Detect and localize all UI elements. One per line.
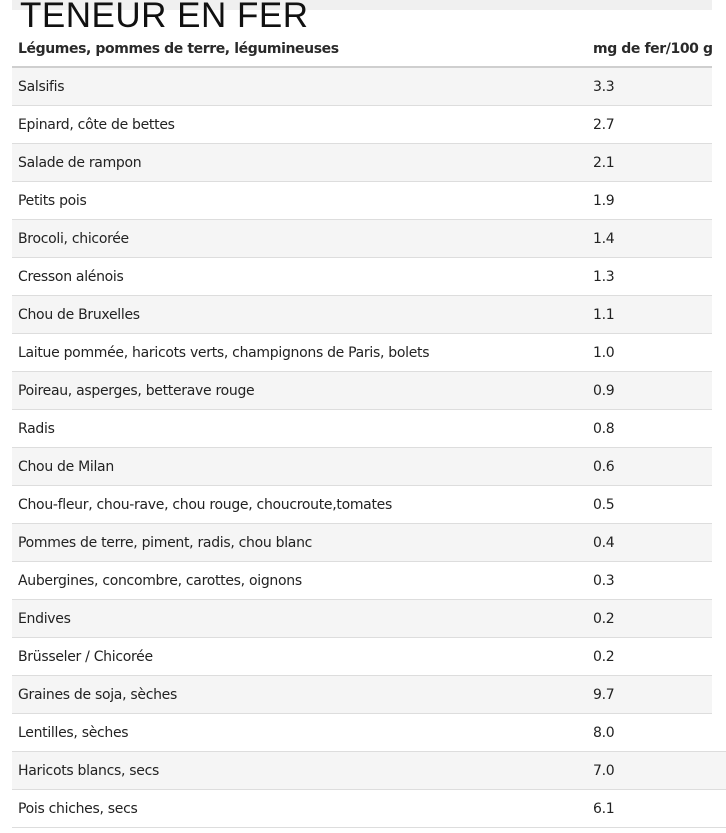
table-row bbox=[12, 258, 712, 296]
iron-value-cell: 0.9 bbox=[593, 383, 615, 399]
iron-value-cell: 6.1 bbox=[593, 801, 615, 817]
table-row bbox=[12, 638, 712, 676]
table-row bbox=[12, 410, 712, 448]
food-name-cell: Aubergines, concombre, carottes, oignons bbox=[18, 573, 302, 589]
iron-value-cell: 8.0 bbox=[593, 725, 615, 741]
iron-value-cell: 9.7 bbox=[593, 687, 615, 703]
food-name-cell: Pois chiches, secs bbox=[18, 801, 138, 817]
iron-value-cell: 2.7 bbox=[593, 117, 615, 133]
iron-value-cell: 1.3 bbox=[593, 269, 615, 285]
table-row bbox=[12, 448, 712, 486]
table-row bbox=[12, 524, 712, 562]
food-name-cell: Chou de Bruxelles bbox=[18, 307, 140, 323]
food-name-cell: Salade de rampon bbox=[18, 155, 142, 171]
iron-value-cell: 0.5 bbox=[593, 497, 615, 513]
table-row bbox=[12, 220, 712, 258]
table-row bbox=[12, 68, 712, 106]
iron-content-table bbox=[12, 32, 712, 828]
iron-value-cell: 1.0 bbox=[593, 345, 615, 361]
iron-value-cell: 0.8 bbox=[593, 421, 615, 437]
iron-value-cell: 0.3 bbox=[593, 573, 615, 589]
iron-value-cell: 7.0 bbox=[593, 763, 615, 779]
food-name-cell: Brocoli, chicorée bbox=[18, 231, 129, 247]
food-name-cell: Chou de Milan bbox=[18, 459, 114, 475]
food-name-cell: Epinard, côte de bettes bbox=[18, 117, 175, 133]
food-name-cell: Lentilles, sèches bbox=[18, 725, 129, 741]
iron-value-cell: 3.3 bbox=[593, 79, 615, 95]
iron-value-cell: 0.4 bbox=[593, 535, 615, 551]
iron-value-cell: 0.2 bbox=[593, 611, 615, 627]
table-row bbox=[12, 296, 712, 334]
iron-value-cell: 1.1 bbox=[593, 307, 615, 323]
header-food-category: Légumes, pommes de terre, légumineuses bbox=[18, 41, 339, 57]
table-row bbox=[12, 790, 726, 828]
table-row bbox=[12, 334, 712, 372]
table-row bbox=[12, 714, 726, 752]
table-row bbox=[12, 600, 712, 638]
table-row bbox=[12, 562, 712, 600]
food-name-cell: Laitue pommée, haricots verts, champignons de Paris, bolets bbox=[18, 345, 430, 361]
table-row bbox=[12, 752, 726, 790]
food-name-cell: Petits pois bbox=[18, 193, 87, 209]
iron-value-cell: 1.9 bbox=[593, 193, 615, 209]
food-name-cell: Salsifis bbox=[18, 79, 65, 95]
table-row bbox=[12, 106, 712, 144]
table-body bbox=[12, 68, 712, 828]
iron-value-cell: 0.2 bbox=[593, 649, 615, 665]
table-row bbox=[12, 182, 712, 220]
food-name-cell: Brüsseler / Chicorée bbox=[18, 649, 153, 665]
food-name-cell: Cresson alénois bbox=[18, 269, 124, 285]
table-row bbox=[12, 486, 712, 524]
food-name-cell: Endives bbox=[18, 611, 71, 627]
table-row bbox=[12, 676, 712, 714]
food-name-cell: Poireau, asperges, betterave rouge bbox=[18, 383, 255, 399]
food-name-cell: Graines de soja, sèches bbox=[18, 687, 177, 703]
table-row bbox=[12, 372, 712, 410]
table-row bbox=[12, 144, 712, 182]
food-name-cell: Pommes de terre, piment, radis, chou blanc bbox=[18, 535, 313, 551]
food-name-cell: Chou-fleur, chou-rave, chou rouge, choucroute,tomates bbox=[18, 497, 392, 513]
food-name-cell: Haricots blancs, secs bbox=[18, 763, 159, 779]
header-iron-amount: mg de fer/100 g bbox=[593, 41, 713, 57]
page-title: TENEUR EN FER bbox=[20, 0, 309, 35]
food-name-cell: Radis bbox=[18, 421, 55, 437]
iron-value-cell: 2.1 bbox=[593, 155, 615, 171]
iron-value-cell: 0.6 bbox=[593, 459, 615, 475]
table-header bbox=[12, 32, 712, 68]
iron-value-cell: 1.4 bbox=[593, 231, 615, 247]
